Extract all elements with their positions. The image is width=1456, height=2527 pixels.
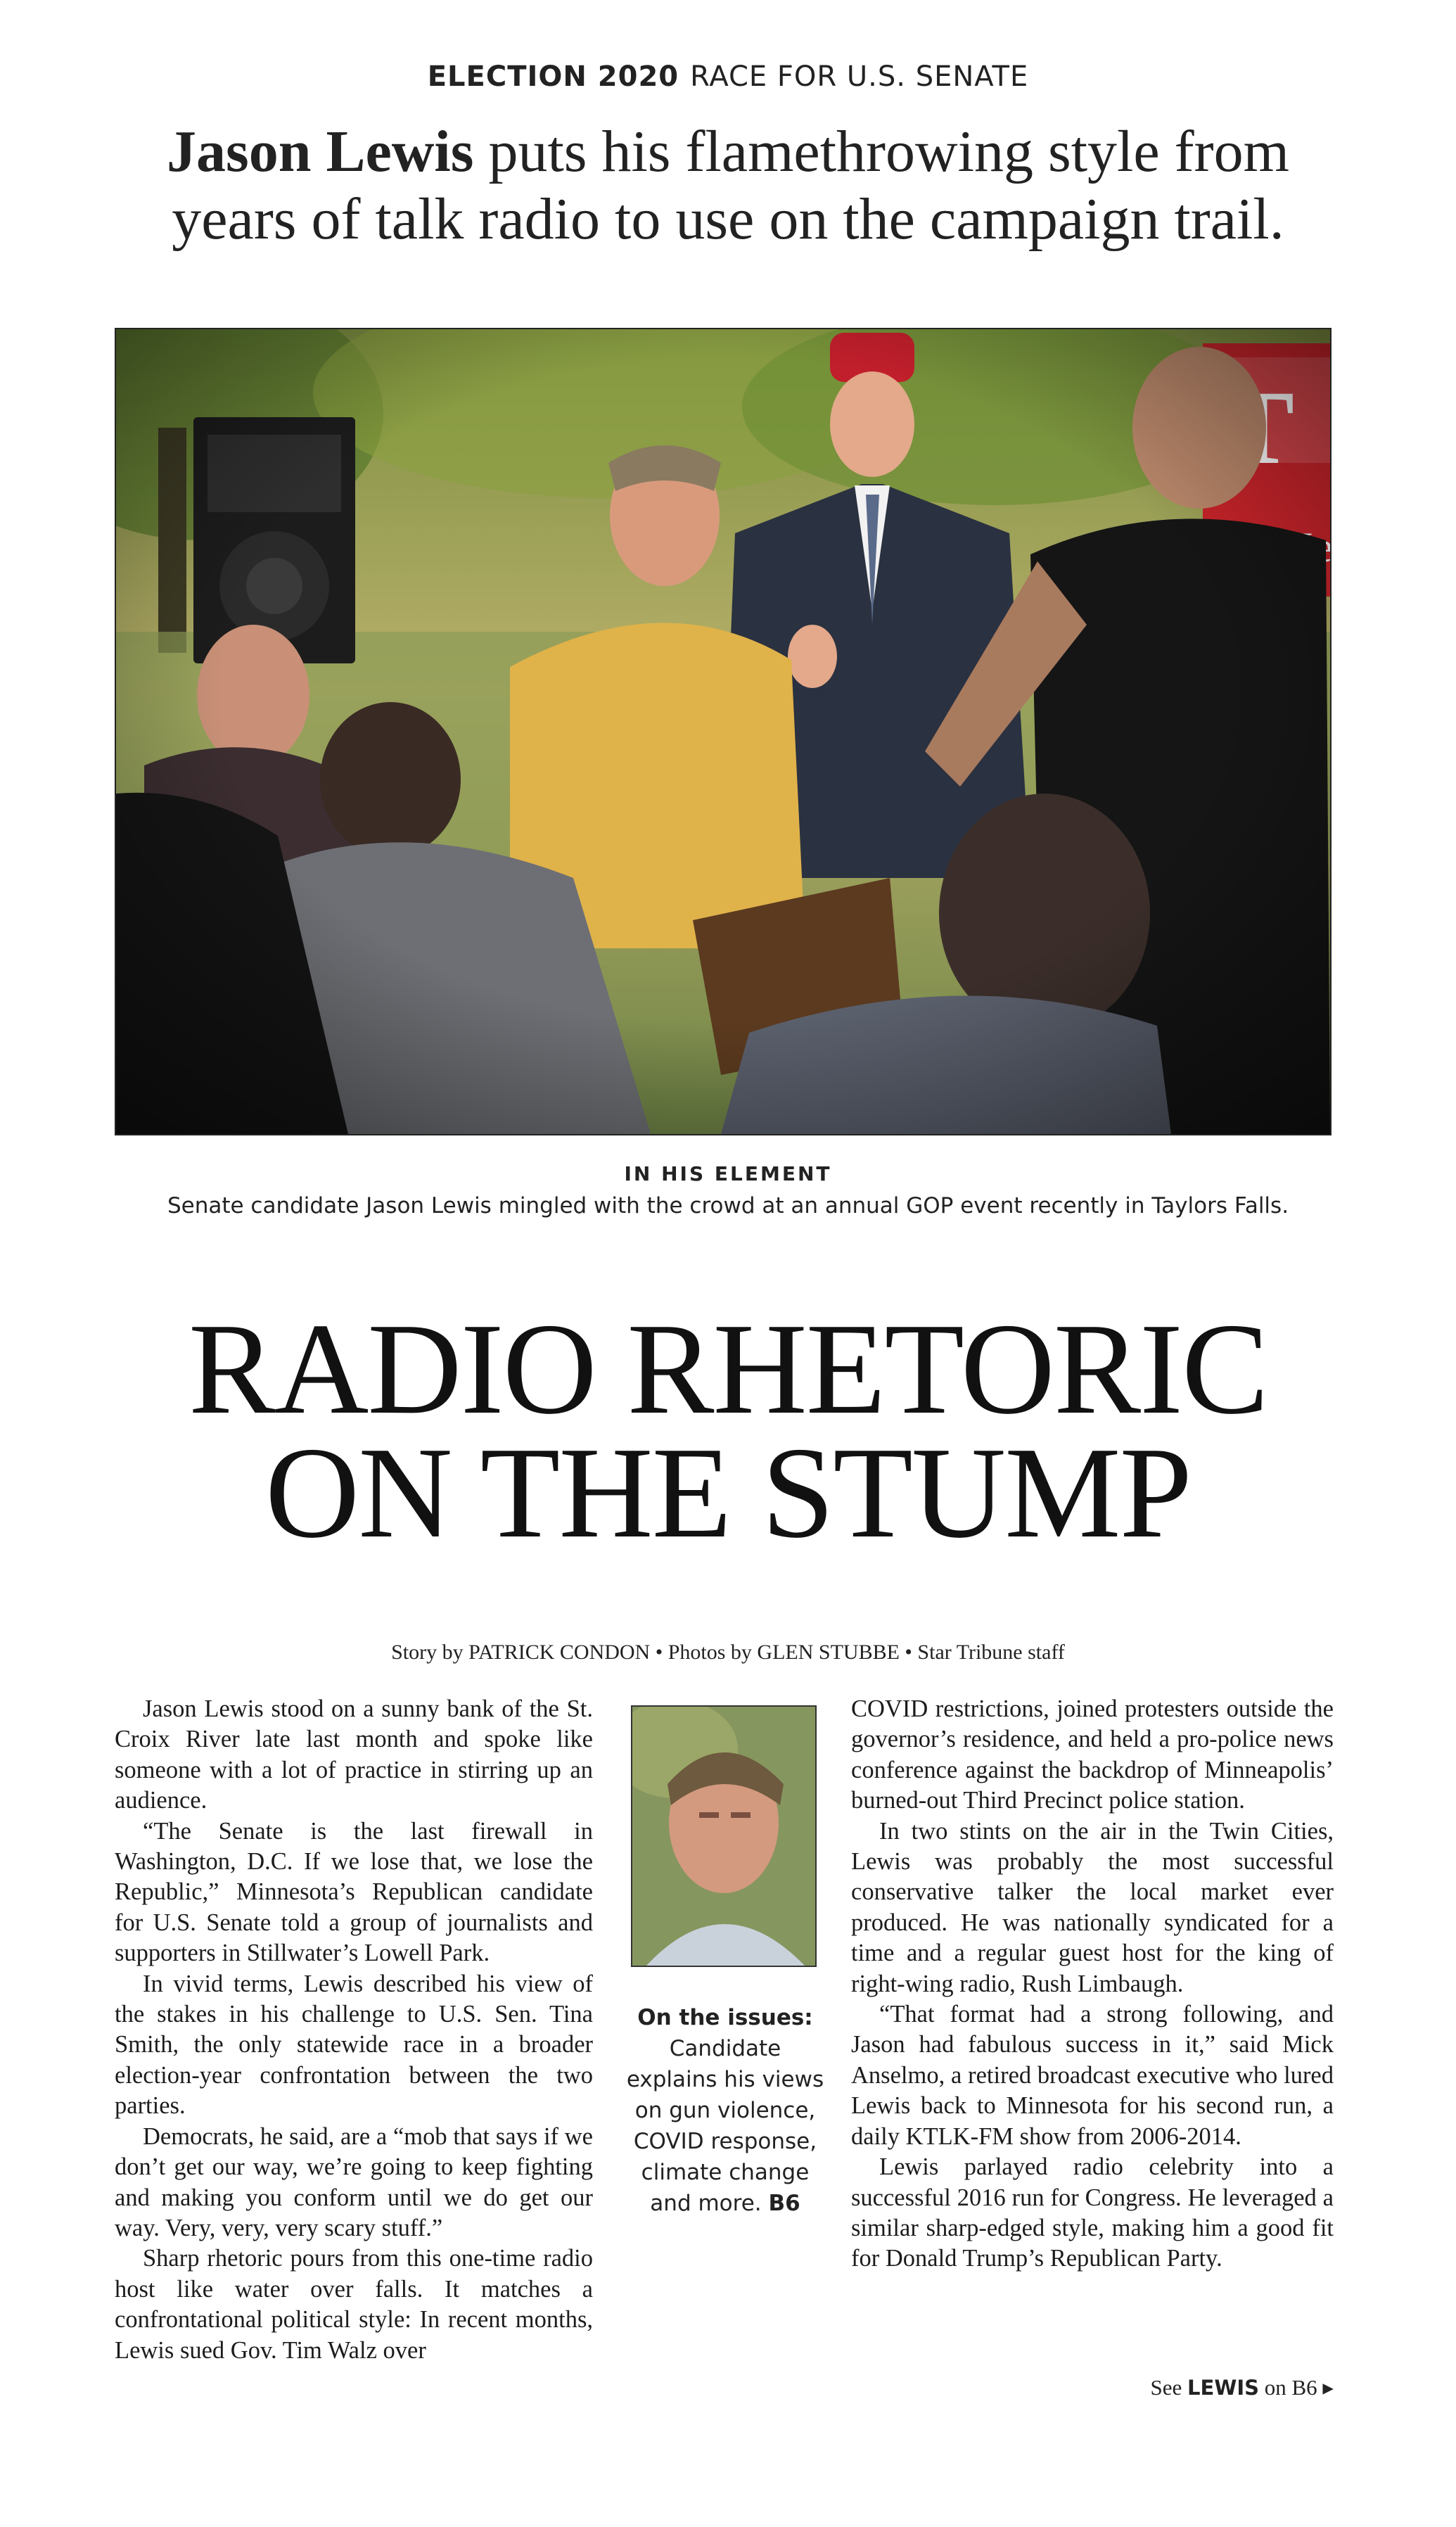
deck-line1: puts his flamethrowing style from <box>473 119 1289 184</box>
kicker-section: ELECTION 2020 <box>427 61 679 93</box>
paragraph: Sharp rhetoric pours from this one-time radio host like water over falls. It matches a confrontational political style: In recent months, Lewis sued Gov. Tim Walz over <box>115 2245 593 2364</box>
candidate-mugshot <box>631 1705 817 1967</box>
paragraph: “The Senate is the last firewall in Washington, D.C. If we lose that, we lose the Republic,” Minnesota’s Republican candidate for U.S. Senate told a group of journalists and supporters in Stillwater’s Lowell Park. <box>115 1817 593 1967</box>
headline-line1: RADIO RHETORIC <box>188 1297 1268 1441</box>
mugshot-illustration <box>632 1707 815 1966</box>
paragraph: “That format had a strong following, and Jason had fabulous success in it,” said Mick Anselmo, a retired broadcast executive who lured Lewis back to Minnesota for his second run, a daily KTLK-FM show from 2006-2014. <box>851 2001 1334 2150</box>
issues-promo[interactable] <box>624 2002 826 2219</box>
article-column-1 <box>115 1694 593 2366</box>
paragraph: COVID restrictions, joined protesters outside the governor’s residence, and held a pro-police news conference against the backdrop of Minneapolis’ burned-out Third Precinct police station. <box>851 1695 1334 1814</box>
jump-line[interactable] <box>1055 2375 1334 2400</box>
caption-text: Senate candidate Jason Lewis mingled with the crowd at an annual GOP event recently in Taylors Falls. <box>167 1193 1289 1218</box>
section-kicker <box>0 61 1456 93</box>
promo-lead: On the issues: <box>637 2005 813 2030</box>
promo-text: Candidate explains his views on gun violence, COVID response, climate change and more. <box>626 2036 824 2216</box>
paragraph: In vivid terms, Lewis described his view of the stakes in his challenge to U.S. Sen. Tina Smith, the only statewide race in a broader election-year confrontation between the two parties. <box>115 1970 593 2120</box>
deck-headline <box>98 118 1358 253</box>
jump-word: LEWIS <box>1187 2376 1259 2400</box>
paragraph: In two stints on the air in the Twin Cities, Lewis was probably the most successful conservative talker the local market ever produced. He was nationally syndicated for a time and a regular guest host for the king of right-wing radio, Rush Limbaugh. <box>851 1817 1334 1997</box>
paragraph: Jason Lewis stood on a sunny bank of the St. Croix River late last month and spoke like someone with a lot of practice in stirring up an audience. <box>115 1695 593 1814</box>
headline-line2: ON THE STUMP <box>264 1420 1192 1565</box>
main-headline <box>0 1297 1456 1565</box>
byline: Story by PATRICK CONDON • Photos by GLEN STUBBE • Star Tribune staff <box>391 1641 1065 1664</box>
main-photo-illustration <box>116 329 1330 1134</box>
jump-see: See <box>1150 2375 1188 2400</box>
promo-page: B6 <box>768 2191 800 2216</box>
paragraph: Democrats, he said, are a “mob that says if we don’t get our way, we’re going to keep fighting and making you conform until we do get our way. Very, very, very scary stuff.” <box>115 2122 593 2241</box>
caption-title: IN HIS ELEMENT <box>624 1162 832 1185</box>
deck-line2: years of talk radio to use on the campaign trail. <box>172 186 1284 252</box>
main-photo <box>115 328 1332 1135</box>
deck-name: Jason Lewis <box>167 119 474 184</box>
kicker-label: RACE FOR U.S. SENATE <box>690 61 1029 93</box>
paragraph: Lewis parlayed radio celebrity into a successful 2016 run for Congress. He leveraged a similar sharp-edged style, making him a good fit for Donald Trump’s Republican Party. <box>851 2153 1334 2272</box>
article-column-3 <box>851 1694 1334 2274</box>
jump-rest: on B6 ▸ <box>1259 2375 1334 2400</box>
